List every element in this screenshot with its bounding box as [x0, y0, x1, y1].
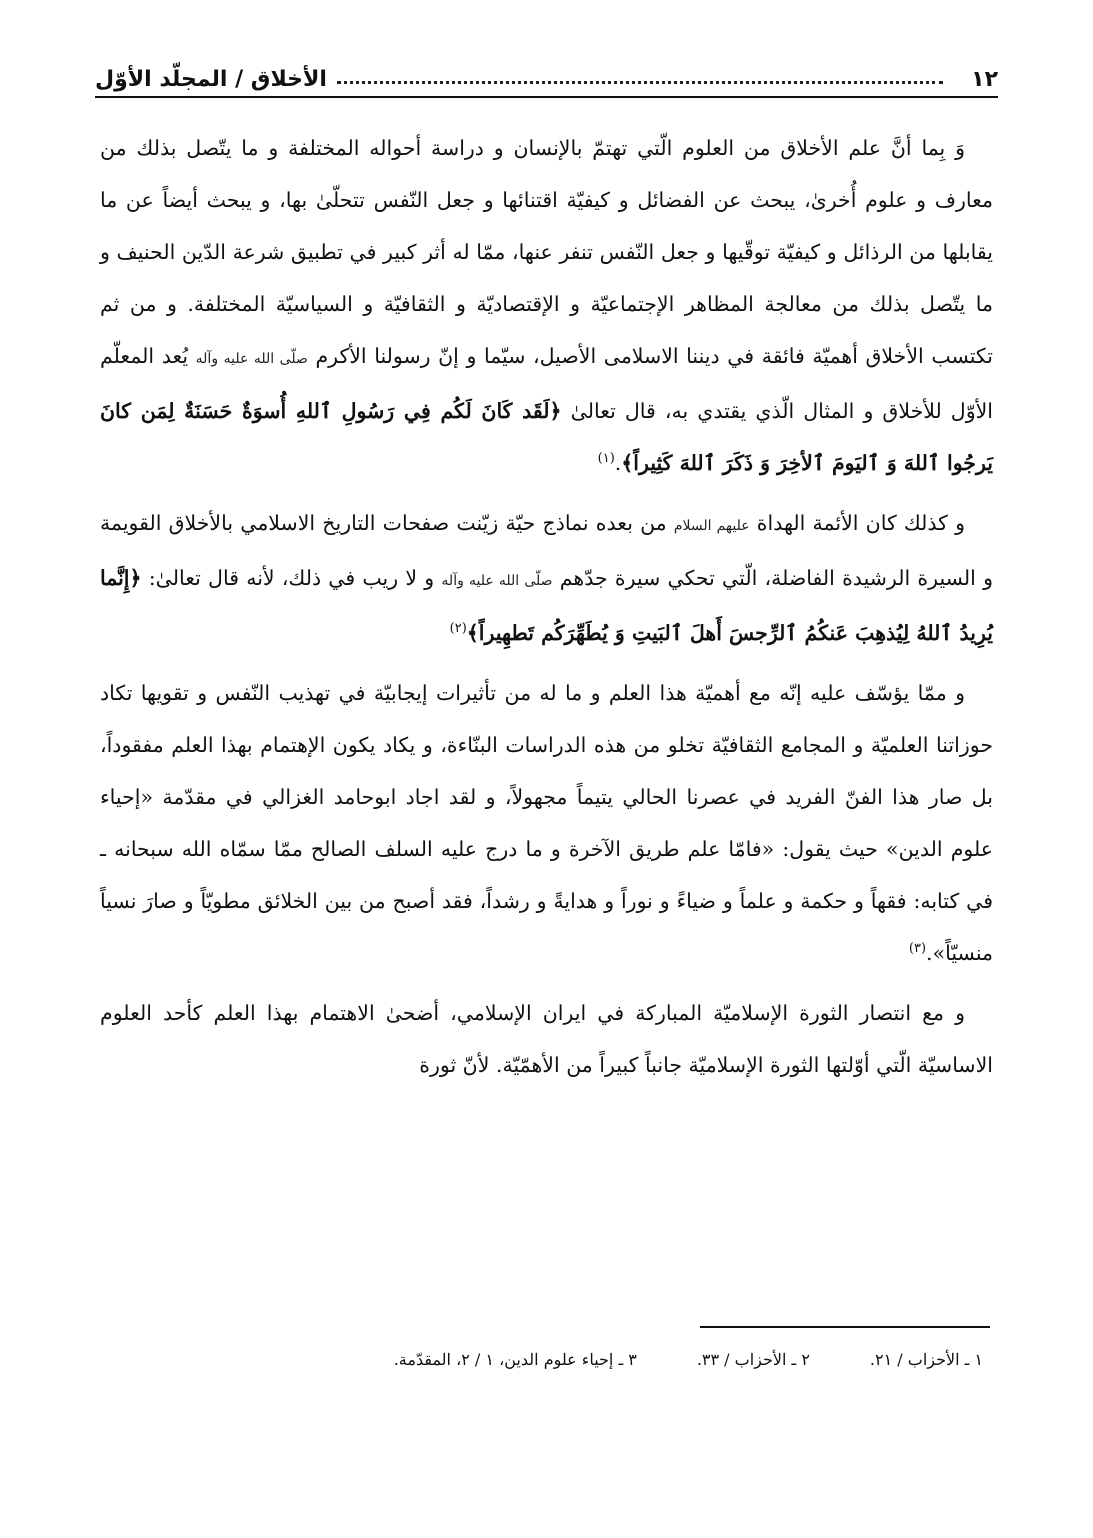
- paragraph-1-text-b: يُعد المعلّم الأوّل للأخلاق و المثال الّذي يقتدي به، قال تعالىٰ: [100, 344, 993, 423]
- quran-verse-2: ﴿إِنَّما يُرِيدُ ٱللهُ لِيُذهِبَ عَنكُمُ ٱلرِّجسَ أَهلَ ٱلبَيتِ وَ يُطَهِّرَكُم تَطهِيراً﴾: [100, 566, 993, 645]
- running-header: [95, 52, 998, 92]
- paragraph-2-text-b: من بعده نماذج حيّة زيّنت صفحات التاريخ الاسلامي بالأخلاق القويمة و السيرة الرشيدة الفاضلة، الّتي تحكي سيرة جدّهم: [100, 511, 993, 590]
- paragraph-2-text-c: و لا ريب في ذلك، لأنه قال تعالىٰ:: [148, 566, 435, 590]
- paragraph-1: وَ بِما أنَّ علم الأخلاق من العلوم الّتي تهتمّ بالإنسان و دراسة أحواله المختلفة و ما يتّصل بذلك من معارف و علوم أُخرىٰ، يبحث عن الفضائل و كيفيّة اقتنائها و جعل النّفس تتحلّىٰ بها، و يبحث أيضاً عن ما يقابلها من الرذائل و كيفيّة توقّيها و جعل النّفس تنفر عنها، ممّا له أثر كبير في تطبيق شرعة الدّين الحنيف و ما يتّصل بذلك من معالجة المظاهر الإجتماعيّة و الإقتصاديّة و الثقافيّة و السياسيّة المختلفة. و من ثم تكتسب الأخلاق أهميّة فائقة في ديننا الاسلامى الأصيل، سيّما و إنّ رسولنا الأكرم صلّى الله عليه وآله يُعد المعلّم الأوّل للأخلاق و المثال الّذي يقتدي به، قال تعالىٰ ﴿لَقَد كَانَ لَكُم فِي رَسُولِ ٱللهِ أُسوَةٌ حَسَنَةٌ لِمَن كانَ يَرجُوا ٱللهَ وَ ٱليَومَ ٱلأخِرَ وَ ذَكَرَ ٱللهَ كَثِيراً﴾.$^{(١)}$: [100, 136, 993, 475]
- footnote-3: ٣ ـ إحياء علوم الدين، ١ / ٢، المقدّمة.: [393, 1350, 637, 1369]
- running-title: الأخلاق / المجلّد الأوّل: [95, 67, 327, 92]
- footnote-marker-3: (٣): [908, 941, 927, 957]
- quran-verse-1: ﴿لَقَد كَانَ لَكُم فِي رَسُولِ ٱللهِ أُسوَةٌ حَسَنَةٌ لِمَن كانَ يَرجُوا ٱللهَ وَ ٱليَومَ ٱلأخِرَ وَ ذَكَرَ ٱللهَ كَثِيراً﴾: [100, 399, 993, 475]
- honorific-symbol: صلّى الله عليه وآله: [195, 351, 308, 367]
- footnote-rule: [700, 1326, 990, 1328]
- paragraph-4: [100, 987, 993, 1091]
- paragraph-2-text-a: و كذلك كان الأئمة الهداة: [756, 511, 965, 535]
- paragraph-3: [100, 667, 993, 979]
- footnote-1: ١ ـ الأحزاب / ٢١.: [869, 1350, 983, 1369]
- footnotes: [394, 1346, 983, 1374]
- honorific-symbol: عليهم السلام: [673, 518, 750, 534]
- paragraph-2: [100, 497, 993, 659]
- body-text: [100, 122, 993, 1099]
- honorific-symbol: صلّى الله عليه وآله: [441, 573, 553, 589]
- page-number: ١٢: [971, 67, 998, 92]
- footnote-marker-1: (١): [597, 451, 615, 467]
- header-rule: [95, 96, 998, 98]
- dotted-leader: [337, 81, 943, 84]
- footnote-2: ٢ ـ الأحزاب / ٣٣.: [696, 1350, 810, 1369]
- footnote-marker-2: (٢): [449, 621, 467, 637]
- paragraph-1-text-a: وَ بِما أنَّ علم الأخلاق من العلوم الّتي تهتمّ بالإنسان و دراسة أحواله المختلفة و ما يتّصل بذلك من معارف و علوم أُخرىٰ، يبحث عن الفضائل و كيفيّة اقتنائها و جعل النّفس تتحلّىٰ بها، و يبحث أيضاً عن ما يقابلها من الرذائل و كيفيّة توقّيها و جعل النّفس تنفر عنها، ممّا له أثر كبير في تطبيق شرعة الدّين الحنيف و ما يتّصل بذلك من معالجة المظاهر الإجتماعيّة و الإقتصاديّة و الثقافيّة و السياسيّة المختلفة. و من ثم تكتسب الأخلاق أهميّة فائقة في ديننا الاسلامى الأصيل، سيّما و إنّ رسولنا الأكرم: [100, 136, 993, 368]
- paragraph-4-text: و مع انتصار الثورة الإسلاميّة المباركة في ايران الإسلامي، أضحىٰ الاهتمام بهذا العلم كأحد العلوم الاساسيّة الّتي أوّلتها الثورة الإسلاميّة جانباً كبيراً من الأهمّيّة. لأنّ ثورة: [100, 1001, 993, 1077]
- paragraph-3-text: و ممّا يؤسّف عليه إنّه مع أهميّة هذا العلم و ما له من تأثيرات إيجابيّة في تهذيب النّفس و تقويها تكاد حوزاتنا العلميّة و المجامع الثقافيّة تخلو من هذه الدراسات البنّاءة، و يكاد يكون الإهتمام بهذا العلم مفقوداً، بل صار هذا الفنّ الفريد في عصرنا الحالي يتيماً مجهولاً، و لقد اجاد ابوحامد الغزالي في مقدّمة «إحياء علوم الدين» حيث يقول: «فامّا علم طريق الآخرة و ما درج عليه السلف الصالح ممّا سمّاه الله سبحانه ـ في كتابه: فقهاً و حكمة و علماً و ضياءً و نوراً و هدايةً و رشداً، فقد أصبح من بين الخلائق مطويّاً و صارَ نسياً منسيّاً».: [100, 681, 993, 965]
